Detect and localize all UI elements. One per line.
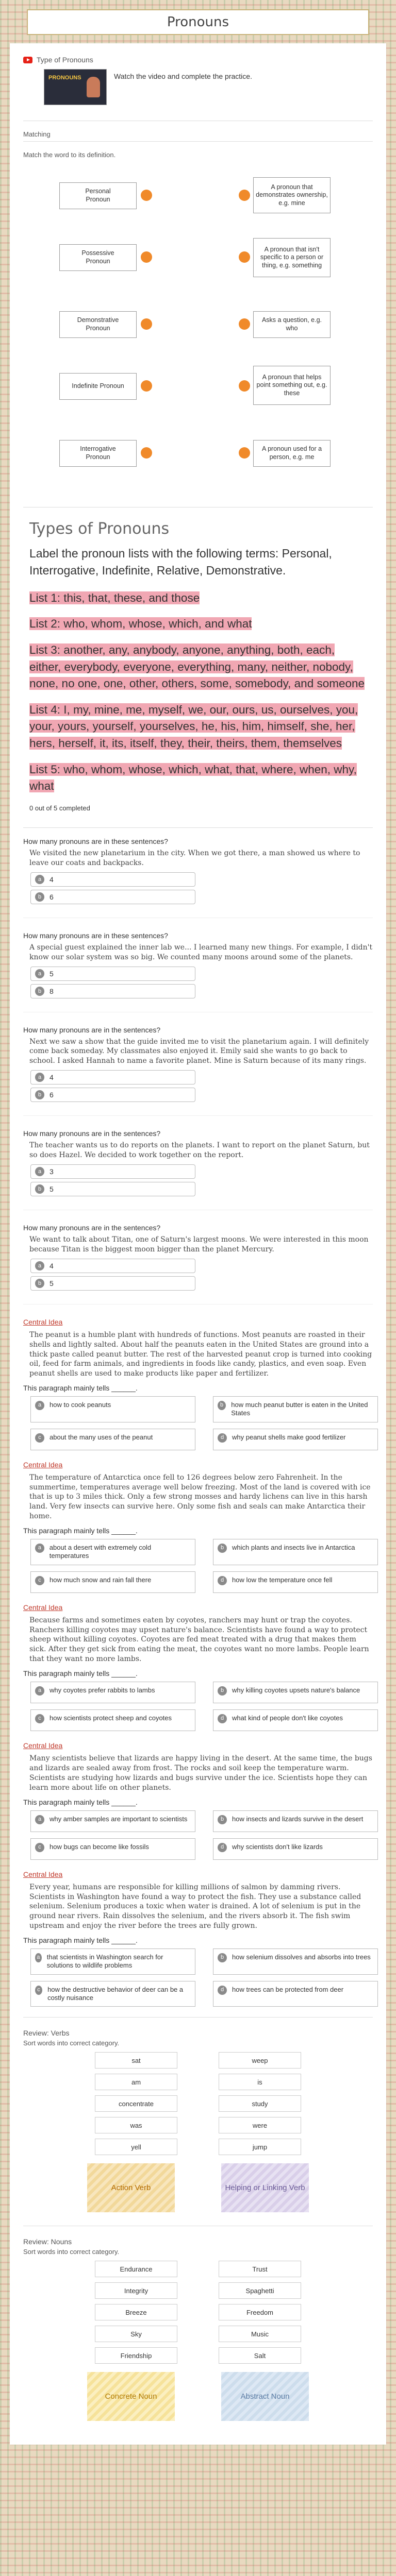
draggable-word[interactable]: study — [219, 2095, 301, 2112]
question-text: A special guest explained the inner lab we... I learned many new things. For example, I didn't know our solar system was so big. We counted many moons around some of the planets. — [29, 943, 373, 961]
choice-label: that scientists in Washington search for solutions to wildlife problems — [46, 1953, 163, 1970]
match-handle[interactable] — [239, 380, 250, 392]
video-section-header — [23, 56, 373, 64]
draggable-word[interactable]: Endurance — [95, 2261, 177, 2277]
choice-label: how much snow and rain fall there — [50, 1575, 152, 1584]
match-definition[interactable]: A pronoun used for a person, e.g. me — [253, 440, 331, 467]
verb-word-bank — [23, 2052, 373, 2155]
question-block — [23, 837, 373, 904]
progress-text: 0 out of 5 completed — [29, 804, 90, 812]
option-letter-b: b — [35, 987, 44, 996]
choice-label: how trees can be protected from deer — [232, 1985, 344, 1993]
answer-choice[interactable] — [30, 1682, 195, 1703]
question-title: How many pronouns are in these sentences? — [23, 931, 168, 940]
answer-option[interactable] — [30, 872, 195, 887]
answer-choice[interactable] — [30, 1571, 195, 1593]
choice-label: how bugs can become like fossils — [50, 1842, 149, 1851]
match-term[interactable]: Demonstrative Pronoun — [59, 311, 137, 338]
question-block — [23, 1224, 373, 1291]
option-letter-b: b — [35, 1184, 44, 1194]
match-handle[interactable] — [141, 380, 152, 392]
answer-choice[interactable] — [30, 1396, 195, 1422]
choice-label: how insects and lizards survive in the desert — [232, 1815, 364, 1823]
draggable-word[interactable]: weep — [219, 2052, 301, 2069]
match-handle[interactable] — [141, 251, 152, 263]
central-idea-heading: Central Idea — [23, 1870, 63, 1878]
presenter-image — [87, 77, 100, 97]
question-text: The teacher wants us to do reports on the planets. I want to report on the planet Saturn, but so does Hazel. We decided to work together on the report. — [29, 1141, 370, 1160]
match-definition[interactable]: A pronoun that helps point something out, e.g. these — [253, 366, 331, 405]
answer-choice[interactable] — [213, 1429, 378, 1450]
choice-label: about a desert with extremely cold temperatures — [49, 1544, 152, 1560]
match-handle[interactable] — [239, 318, 250, 330]
match-definition[interactable]: A pronoun that isn't specific to a person or thing, e.g. something — [253, 238, 331, 277]
pronoun-list[interactable] — [29, 761, 367, 795]
passage-text: The peanut is a humble plant with hundreds of functions. Most peanuts are roasted in their shells and lightly salted. About half the peanuts eaten in the United States are ground into a thick paste called peanut butter. The rest of the harvested peanut crop is turned into cooking oil, feed for farm animals, and ingredients in foods like candy, plastics, and even soap. Even peanut shells are used to make products like paper and fertilizer. — [29, 1330, 372, 1378]
choice-label: how much peanut butter is eaten in the United States — [231, 1401, 368, 1417]
pronoun-list[interactable] — [29, 642, 367, 692]
drop-zone-action-verb[interactable]: Action Verb — [87, 2163, 175, 2212]
question-text: Next we saw a show that the guide invited me to visit the planetarium again. I will definitely come back someday. My classmates also enjoyed it. Emily said she wants to go back to school. I asked Hannah to name a favorite planet. Mine is Saturn because of its many rings. — [29, 1037, 369, 1065]
option-letter-c: c — [35, 1576, 44, 1585]
match-term[interactable]: Interrogative Pronoun — [59, 440, 137, 467]
choice-label: about the many uses of the peanut — [50, 1433, 153, 1441]
choice-label: why amber samples are important to scientists — [50, 1815, 188, 1823]
choice-label: why peanut shells make good fertilizer — [232, 1433, 346, 1441]
video-player[interactable] — [44, 69, 107, 105]
option-label: 4 — [50, 1073, 54, 1082]
draggable-word[interactable]: Trust — [219, 2261, 301, 2277]
pronoun-list-text: List 4: I, my, mine, me, myself, we, our, ours, us, ourselves, you, your, yours, yourself, yourselves, he, his, him, himself, she, her, hers, herself, it, its, itself, they, their, theirs, them, themselves — [29, 703, 358, 750]
choice-label: why scientists don't like lizards — [232, 1842, 323, 1851]
option-letter-b: b — [218, 1815, 227, 1824]
option-letter-a: a — [35, 1953, 42, 1962]
answer-choice[interactable] — [213, 1709, 378, 1731]
answer-option[interactable] — [30, 1182, 195, 1196]
question-block — [23, 931, 373, 998]
match-handle[interactable] — [141, 318, 152, 330]
matching-instruction: Match the word to its definition. — [23, 151, 116, 159]
pronoun-list[interactable] — [29, 702, 367, 752]
option-letter-b: b — [218, 1401, 226, 1410]
choice-grid — [30, 1948, 373, 2007]
answer-option[interactable] — [30, 1070, 195, 1084]
draggable-word[interactable]: Integrity — [95, 2282, 177, 2299]
pronoun-list-text: List 3: another, any, anybody, anyone, anything, both, each, either, everybody, everyone, everything, many, neither, nobody, none, no one, one, other, others, some, somebody, and someone — [29, 643, 365, 690]
choice-grid — [30, 1396, 373, 1450]
option-label: 6 — [50, 892, 54, 901]
answer-choice[interactable] — [213, 1539, 378, 1565]
matching-area — [44, 162, 373, 492]
choice-label: why killing coyotes upsets nature's balance — [232, 1686, 360, 1694]
option-label: 4 — [50, 1261, 54, 1270]
divider — [23, 2017, 373, 2018]
pronoun-list-text: List 1: this, that, these, and those — [29, 591, 200, 604]
question-text: We visited the new planetarium in the city. When we got there, a man showed us where to leave our coats and backpacks. — [29, 849, 360, 867]
draggable-word[interactable]: Breeze — [95, 2304, 177, 2320]
central-idea-block — [23, 1318, 373, 1450]
draggable-word[interactable]: sat — [95, 2052, 177, 2069]
central-idea-block — [23, 1741, 373, 1860]
option-letter-c: c — [35, 1843, 44, 1852]
option-letter-d: d — [218, 1576, 227, 1585]
answer-choice[interactable] — [213, 1810, 378, 1832]
draggable-word[interactable]: were — [219, 2117, 301, 2133]
central-idea-heading: Central Idea — [23, 1460, 63, 1469]
match-definition[interactable]: A pronoun that demonstrates ownership, e.g. mine — [253, 177, 331, 213]
choice-label: how scientists protect sheep and coyotes — [50, 1714, 172, 1722]
video-section-label: Type of Pronouns — [37, 56, 93, 64]
match-handle[interactable] — [239, 190, 250, 201]
match-handle[interactable] — [141, 447, 152, 459]
answer-choice[interactable] — [213, 1838, 378, 1860]
answer-option[interactable] — [30, 1276, 195, 1291]
youtube-icon — [23, 57, 32, 63]
option-letter-d: d — [218, 1986, 227, 1995]
video-caption: Watch the video and complete the practice. — [114, 72, 252, 80]
choice-grid — [30, 1810, 373, 1860]
answer-choice[interactable] — [213, 1571, 378, 1593]
option-letter-d: d — [218, 1433, 227, 1443]
video-thumbnail-text: PRONOUNS — [48, 75, 81, 81]
option-letter-b: b — [35, 892, 44, 902]
draggable-word[interactable]: was — [95, 2117, 177, 2133]
answer-choice[interactable] — [213, 1682, 378, 1703]
option-letter-a: a — [35, 969, 44, 978]
answer-choice[interactable] — [30, 1838, 195, 1860]
divider — [23, 141, 373, 142]
option-letter-b: b — [35, 1090, 44, 1099]
answer-choice[interactable] — [213, 1396, 378, 1422]
choice-label: which plants and insects live in Antarctica — [232, 1544, 355, 1552]
option-letter-a: a — [35, 1261, 44, 1270]
answer-choice[interactable] — [30, 1709, 195, 1731]
choice-label: how the destructive behavior of deer can be a costly nuisance — [47, 1985, 184, 2002]
answer-choice[interactable] — [30, 1948, 195, 1975]
option-label: 5 — [50, 969, 54, 978]
choice-grid — [30, 1539, 373, 1593]
answer-choice[interactable] — [213, 1981, 378, 2007]
choice-label: why coyotes prefer rabbits to lambs — [50, 1686, 155, 1694]
draggable-word[interactable]: Salt — [219, 2347, 301, 2364]
draggable-word[interactable]: Spaghetti — [219, 2282, 301, 2299]
draggable-word[interactable]: Music — [219, 2326, 301, 2342]
passage-prompt: This paragraph mainly tells ______. — [23, 1936, 138, 1945]
passage-text: Because farms and sometimes eaten by coyotes, ranchers may hunt or trap the coyotes. Ranchers killing coyotes may upset nature's balance. Scientists have found a way to protect sheep without killing coyotes. Coyotes are fed meat treated with a drug that makes them sick. After they get sick from eating the meat, the coyotes want no more lambs. People learn that they want no more lambs. — [29, 1616, 369, 1664]
drop-zone-abstract-noun[interactable]: Abstract Noun — [221, 2372, 309, 2421]
draggable-word[interactable]: Freedom — [219, 2304, 301, 2320]
page-title: Pronouns — [27, 9, 369, 35]
review-verbs-heading: Review: Verbs — [23, 2029, 70, 2038]
central-idea-heading: Central Idea — [23, 1317, 63, 1326]
option-letter-d: d — [218, 1714, 227, 1723]
option-letter-b: b — [218, 1953, 227, 1962]
divider — [23, 1115, 373, 1116]
option-letter-b: b — [218, 1544, 227, 1553]
option-letter-c: c — [35, 1433, 44, 1443]
review-nouns-instruction: Sort words into correct category. — [23, 2248, 120, 2256]
video-block — [44, 69, 373, 105]
option-letter-a: a — [35, 1401, 44, 1410]
central-idea-block — [23, 1603, 373, 1731]
passage-text: Many scientists believe that lizards are happy living in the desert. At the same time, the bugs and lizards are sealed away from frost. The rocks and soil keep the temperature warm. Scientists are studying how lizards and bugs survive under the ice. Scientists hope they can learn more about life on other planets. — [29, 1754, 372, 1792]
draggable-word[interactable]: Sky — [95, 2326, 177, 2342]
question-title: How many pronouns are in these sentences? — [23, 837, 168, 845]
match-handle[interactable] — [239, 447, 250, 459]
draggable-word[interactable]: yell — [95, 2139, 177, 2155]
review-verbs-instruction: Sort words into correct category. — [23, 2039, 120, 2047]
match-term[interactable]: Personal Pronoun — [59, 182, 137, 209]
passage-prompt: This paragraph mainly tells ______. — [23, 1669, 138, 1678]
central-idea-block — [23, 1461, 373, 1593]
pronoun-list-text: List 2: who, whom, whose, which, and what — [29, 617, 252, 631]
noun-drop-zones — [23, 2372, 373, 2421]
option-letter-a: a — [35, 1073, 44, 1082]
answer-option[interactable] — [30, 967, 195, 981]
option-letter-a: a — [35, 875, 44, 884]
choice-label: what kind of people don't like coyotes — [232, 1714, 343, 1722]
question-block — [23, 1129, 373, 1196]
match-term[interactable]: Possessive Pronoun — [59, 244, 137, 271]
answer-choice[interactable] — [213, 1948, 378, 1975]
option-letter-a: a — [35, 1686, 44, 1696]
noun-word-bank — [23, 2261, 373, 2364]
answer-option[interactable] — [30, 1088, 195, 1102]
central-idea-block — [23, 1870, 373, 2007]
draggable-word[interactable]: Friendship — [95, 2347, 177, 2364]
option-label: 3 — [50, 1167, 54, 1176]
types-title: Types of Pronouns — [29, 520, 170, 538]
answer-option[interactable] — [30, 1164, 195, 1179]
question-block — [23, 1026, 373, 1103]
draggable-word[interactable]: concentrate — [95, 2095, 177, 2112]
passage-text: Every year, humans are responsible for killing millions of salmon by damming rivers. Scientists in Washington have found a way to protect the fish. They use a substance called selenium. Selenium produces a toxic when water is drained. A lot of selenium is put in the ground near rivers. Rain dissolves the selenium, and the rivers absorb it. The fish swim upstream and enjoy the river before the trees are fully grown. — [29, 1883, 361, 1930]
passage-text: The temperature of Antarctica once fell to 126 degrees below zero Fahrenheit. In the summertime, temperatures average well below freezing. Most of the land is covered with ice that is up to 3 miles thick. Only a few strong mosses and hardy lichens can live in this harsh land. Very few insects can survive here. Only some fish and seals can make Antarctica their home. — [29, 1473, 371, 1521]
answer-option[interactable] — [30, 1259, 195, 1273]
choice-label: how selenium dissolves and absorbs into trees — [232, 1953, 371, 1961]
option-letter-b: b — [218, 1686, 227, 1696]
question-title: How many pronouns are in the sentences? — [23, 1129, 161, 1138]
pronoun-list[interactable] — [29, 590, 367, 607]
drop-zone-helping-linking-verb[interactable]: Helping or Linking Verb — [221, 2163, 309, 2212]
central-idea-heading: Central Idea — [23, 1603, 63, 1612]
pronoun-list[interactable] — [29, 616, 367, 633]
option-label: 5 — [50, 1279, 54, 1287]
question-text: We want to talk about Titan, one of Saturn's largest moons. We were interested in this moon because Titan is the biggest moon bigger than the planet Mercury. — [29, 1235, 369, 1253]
answer-choice[interactable] — [30, 1539, 195, 1565]
answer-choice[interactable] — [30, 1810, 195, 1832]
question-title: How many pronouns are in the sentences? — [23, 1223, 161, 1232]
match-term[interactable]: Indefinite Pronoun — [59, 373, 137, 400]
verb-drop-zones — [23, 2163, 373, 2212]
option-letter-d: d — [218, 1843, 227, 1852]
option-label: 8 — [50, 987, 54, 995]
option-label: 6 — [50, 1091, 54, 1099]
divider — [23, 827, 373, 828]
drop-zone-concrete-noun[interactable]: Concrete Noun — [87, 2372, 175, 2421]
review-nouns-heading: Review: Nouns — [23, 2238, 72, 2246]
option-label: 4 — [50, 875, 54, 884]
choice-grid — [30, 1682, 373, 1731]
types-instruction: Label the pronoun lists with the following terms: Personal, Interrogative, Indefinite, Relative, Demonstrative. — [29, 547, 332, 578]
choice-label: how to cook peanuts — [50, 1401, 111, 1409]
passage-prompt: This paragraph mainly tells ______. — [23, 1527, 138, 1535]
answer-option[interactable] — [30, 890, 195, 904]
answer-option[interactable] — [30, 984, 195, 998]
matching-label: Matching — [23, 130, 51, 138]
draggable-word[interactable]: jump — [219, 2139, 301, 2155]
choice-label: how low the temperature once fell — [232, 1575, 333, 1584]
option-letter-c: c — [35, 1986, 42, 1995]
option-letter-a: a — [35, 1167, 44, 1176]
answer-choice[interactable] — [30, 1981, 195, 2007]
option-letter-a: a — [35, 1544, 44, 1553]
passage-prompt: This paragraph mainly tells ______. — [23, 1798, 138, 1806]
passage-prompt: This paragraph mainly tells ______. — [23, 1384, 138, 1393]
pronoun-list-text: List 5: who, whom, whose, which, what, that, where, when, why, what — [29, 762, 357, 793]
question-title: How many pronouns are in the sentences? — [23, 1025, 161, 1034]
option-letter-c: c — [35, 1714, 44, 1723]
match-handle[interactable] — [239, 251, 250, 263]
match-definition[interactable]: Asks a question, e.g. who — [253, 311, 331, 338]
option-label: 5 — [50, 1184, 54, 1193]
worksheet-card — [10, 43, 386, 2445]
answer-choice[interactable] — [30, 1429, 195, 1450]
central-idea-heading: Central Idea — [23, 1741, 63, 1750]
draggable-word[interactable]: am — [95, 2074, 177, 2090]
option-letter-b: b — [35, 1279, 44, 1288]
option-letter-a: a — [35, 1815, 44, 1824]
match-handle[interactable] — [141, 190, 152, 201]
draggable-word[interactable]: is — [219, 2074, 301, 2090]
